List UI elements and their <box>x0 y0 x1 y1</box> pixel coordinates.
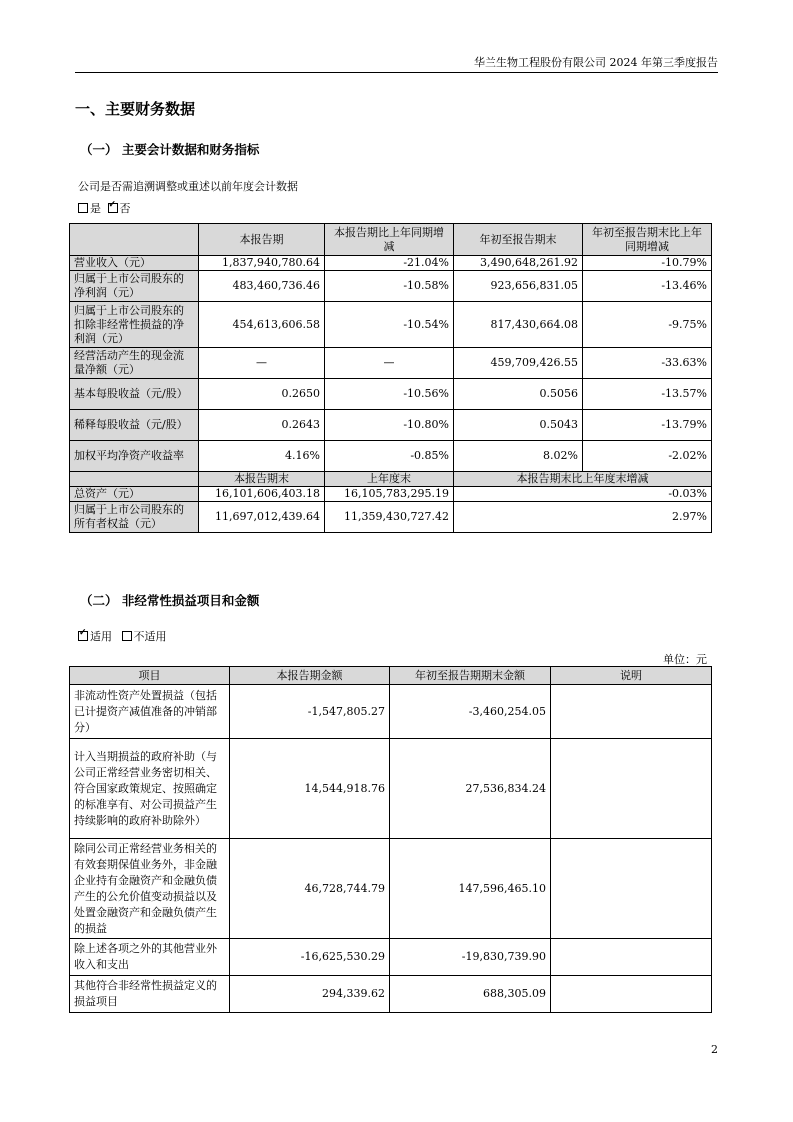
item-label: 非流动性资产处置损益（包括已计提资产减值准备的冲销部分） <box>70 685 230 739</box>
report-title: 华兰生物工程股份有限公司 2024 年第三季度报告 <box>474 56 718 69</box>
checkbox-yes-icon[interactable] <box>78 203 88 213</box>
table-cell: -33.63% <box>583 348 712 379</box>
column-header <box>70 472 199 487</box>
table-cell: 27,536,834.24 <box>390 739 551 839</box>
unit-label: 单位：元 <box>663 653 707 666</box>
table-cell: -1,547,805.27 <box>230 685 390 739</box>
table-cell: 1,837,940,780.64 <box>199 256 325 271</box>
row-label: 加权平均净资产收益率 <box>70 441 199 472</box>
table-row <box>70 441 712 472</box>
table-cell: 688,305.09 <box>390 976 551 1013</box>
table-cell: 14,544,918.76 <box>230 739 390 839</box>
item-label: 其他符合非经常性损益定义的损益项目 <box>70 976 230 1013</box>
table-cell: -10.79% <box>583 256 712 271</box>
table-cell: — <box>199 348 325 379</box>
table-cell: 46,728,744.79 <box>230 839 390 939</box>
table-cell: 8.02% <box>454 441 583 472</box>
key-financial-data-table <box>69 223 712 533</box>
table-cell: -19,830,739.90 <box>390 939 551 976</box>
table-cell: 16,105,783,295.19 <box>325 487 454 502</box>
table-cell: -10.80% <box>325 410 454 441</box>
row-label: 稀释每股收益（元/股） <box>70 410 199 441</box>
item-label: 除同公司正常经营业务相关的有效套期保值业务外，非金融企业持有金融资产和金融负债产生的公允价值变动损益以及处置金融资产和金融负债产生的损益 <box>70 839 230 939</box>
table-row <box>70 487 712 502</box>
table-cell: 0.2650 <box>199 379 325 410</box>
row-label: 归属于上市公司股东的净利润（元） <box>70 271 199 302</box>
table-cell: 0.2643 <box>199 410 325 441</box>
table-cell: -0.85% <box>325 441 454 472</box>
page-header <box>75 54 718 73</box>
restatement-question: 公司是否需追溯调整或重述以前年度会计数据 <box>78 180 298 193</box>
note-cell <box>551 739 712 839</box>
table-header-row <box>70 472 712 487</box>
table-row <box>70 271 712 302</box>
column-header: 本报告期末 <box>199 472 325 487</box>
table-row <box>70 939 712 976</box>
table-cell: -2.02% <box>583 441 712 472</box>
table-row <box>70 302 712 348</box>
table-cell: 817,430,664.08 <box>454 302 583 348</box>
table-cell: 11,697,012,439.64 <box>199 502 325 533</box>
note-cell <box>551 939 712 976</box>
column-header: 本报告期 <box>199 224 325 256</box>
table-cell: -0.03% <box>454 487 712 502</box>
table-cell: 294,339.62 <box>230 976 390 1013</box>
column-header: 本报告期比上年同期增减 <box>325 224 454 256</box>
item-label: 计入当期损益的政府补助（与公司正常经营业务密切相关、符合国家政策规定、按照确定的标准享有、对公司损益产生持续影响的政府补助除外） <box>70 739 230 839</box>
note-cell <box>551 839 712 939</box>
table-cell: -13.79% <box>583 410 712 441</box>
column-header: 本报告期末比上年度末增减 <box>454 472 712 487</box>
column-header: 年初至报告期期末金额 <box>390 667 551 685</box>
table-row <box>70 256 712 271</box>
table-cell: -10.56% <box>325 379 454 410</box>
column-header: 年初至报告期末比上年同期增减 <box>583 224 712 256</box>
applicability-options <box>78 628 167 644</box>
table-cell: -10.58% <box>325 271 454 302</box>
table-cell: — <box>325 348 454 379</box>
restatement-options <box>78 200 131 216</box>
table-cell: 483,460,736.46 <box>199 271 325 302</box>
note-cell <box>551 685 712 739</box>
checkbox-no-checked-icon[interactable] <box>108 203 118 213</box>
subsection-title-2: （二） 非经常性损益项目和金额 <box>80 593 260 608</box>
column-header: 项目 <box>70 667 230 685</box>
table-cell: 11,359,430,727.42 <box>325 502 454 533</box>
row-label: 总资产（元） <box>70 487 199 502</box>
table-cell: -16,625,530.29 <box>230 939 390 976</box>
table-cell: 4.16% <box>199 441 325 472</box>
option-applicable-label: 适用 <box>90 630 112 643</box>
table-row <box>70 739 712 839</box>
column-header: 说明 <box>551 667 712 685</box>
table-cell: 454,613,606.58 <box>199 302 325 348</box>
subsection-title-1: （一） 主要会计数据和财务指标 <box>80 142 260 157</box>
row-label: 营业收入（元） <box>70 256 199 271</box>
table-header-row <box>70 667 712 685</box>
column-header: 年初至报告期末 <box>454 224 583 256</box>
table-cell: -3,460,254.05 <box>390 685 551 739</box>
row-label: 基本每股收益（元/股） <box>70 379 199 410</box>
table-cell: 0.5056 <box>454 379 583 410</box>
column-header: 上年度末 <box>325 472 454 487</box>
table-cell: -21.04% <box>325 256 454 271</box>
section-title: 一、主要财务数据 <box>75 100 196 118</box>
table-cell: 923,656,831.05 <box>454 271 583 302</box>
table-cell: 147,596,465.10 <box>390 839 551 939</box>
note-cell <box>551 976 712 1013</box>
checkbox-not-applicable-icon[interactable] <box>122 631 132 641</box>
table-row <box>70 976 712 1013</box>
table-cell: 3,490,648,261.92 <box>454 256 583 271</box>
table-cell: 2.97% <box>454 502 712 533</box>
table-row <box>70 685 712 739</box>
row-label: 归属于上市公司股东的扣除非经常性损益的净利润（元） <box>70 302 199 348</box>
table-cell: -9.75% <box>583 302 712 348</box>
table-row <box>70 348 712 379</box>
row-label: 经营活动产生的现金流量净额（元） <box>70 348 199 379</box>
column-header: 本报告期金额 <box>230 667 390 685</box>
table-row <box>70 410 712 441</box>
checkbox-applicable-checked-icon[interactable] <box>78 631 88 641</box>
table-cell: -13.57% <box>583 379 712 410</box>
table-header-row <box>70 224 712 256</box>
column-header <box>70 224 199 256</box>
item-label: 除上述各项之外的其他营业外收入和支出 <box>70 939 230 976</box>
table-row <box>70 502 712 533</box>
table-row <box>70 379 712 410</box>
option-yes-label: 是 <box>90 202 101 215</box>
page-number: 2 <box>711 1043 718 1056</box>
row-label: 归属于上市公司股东的所有者权益（元） <box>70 502 199 533</box>
table-row <box>70 839 712 939</box>
option-no-label: 否 <box>119 202 131 215</box>
table-cell: -13.46% <box>583 271 712 302</box>
table-cell: 0.5043 <box>454 410 583 441</box>
option-not-applicable-label: 不适用 <box>133 630 167 643</box>
table-cell: 459,709,426.55 <box>454 348 583 379</box>
non-recurring-items-table <box>69 666 712 1013</box>
table-cell: -10.54% <box>325 302 454 348</box>
table-cell: 16,101,606,403.18 <box>199 487 325 502</box>
